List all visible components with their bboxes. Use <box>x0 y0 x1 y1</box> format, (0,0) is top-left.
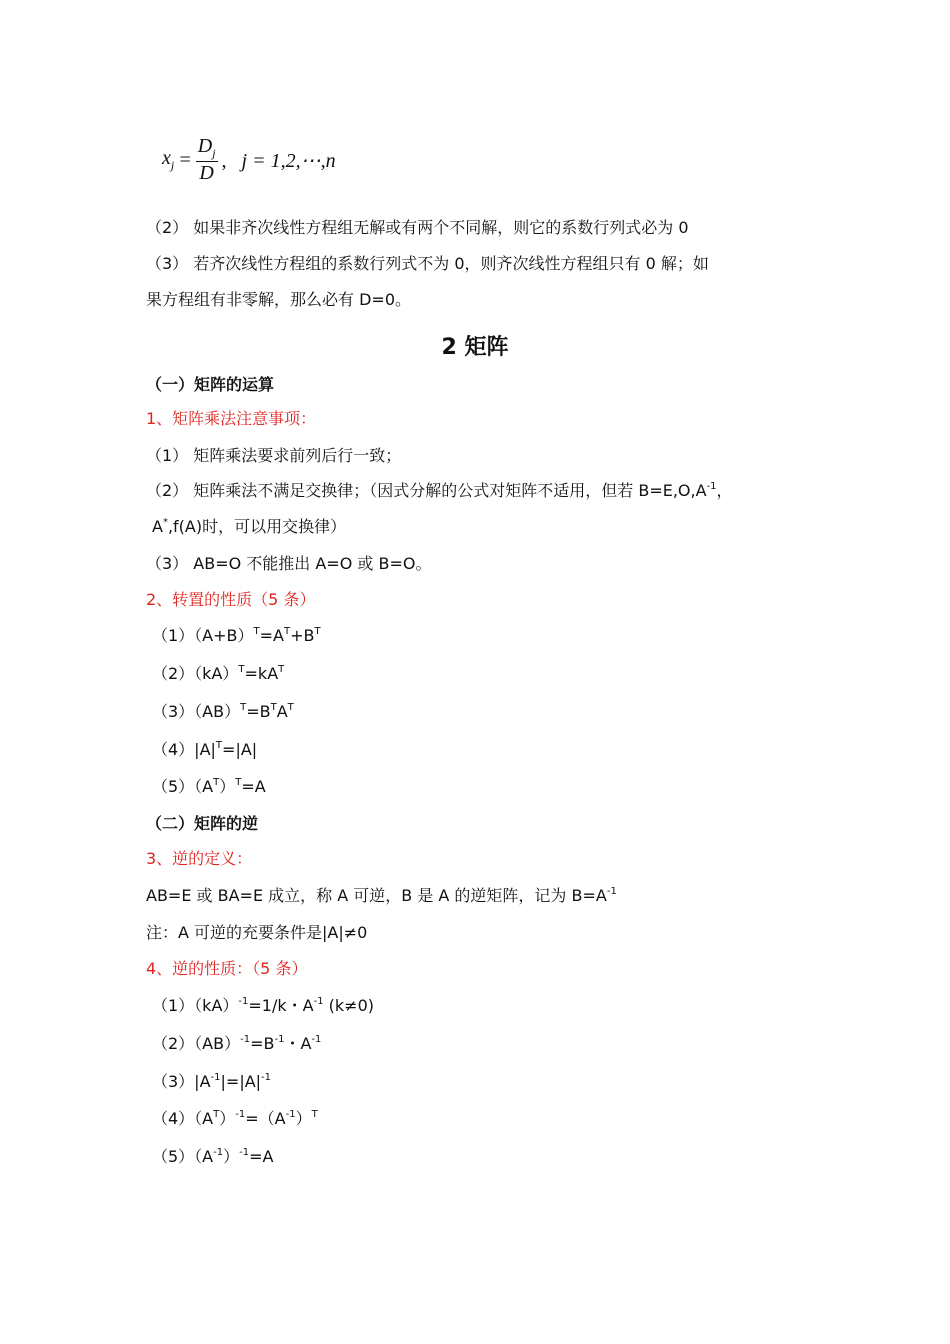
text-line <box>146 254 709 274</box>
superscript: T <box>215 740 223 751</box>
superscript: * <box>162 517 168 528</box>
text-segment: =1/k・A <box>248 996 314 1015</box>
text-segment: 果方程组有非零解，那么必有 D=0。 <box>146 290 411 309</box>
formula-fraction: $\frac{D_j}{D}$ <box>197 135 216 184</box>
text-segment: ・A <box>284 1034 312 1053</box>
text-line <box>146 886 617 906</box>
section-heading <box>146 375 274 395</box>
formula-lhs: $x_j$ <box>162 147 175 172</box>
text-segment: （1）（A+B） <box>152 626 254 645</box>
text-segment: |=|A| <box>220 1072 262 1091</box>
text-line <box>152 664 284 684</box>
text-segment: =|A| <box>222 740 258 759</box>
superscript: T <box>278 664 285 675</box>
text-line <box>146 290 411 310</box>
superscript: -1 <box>261 1072 272 1083</box>
text-segment: （3）|A <box>152 1072 211 1091</box>
superscript: T <box>235 777 242 788</box>
text-segment: （二）矩阵的逆 <box>146 814 259 833</box>
text-segment: （3） AB=O 不能推出 A=O 或 B=O。 <box>146 554 432 573</box>
superscript: -1 <box>274 1034 285 1045</box>
text-segment: ， <box>716 481 733 500</box>
subheading <box>146 959 307 979</box>
superscript: T <box>311 1109 318 1120</box>
text-line <box>152 626 321 646</box>
text-line <box>152 740 257 760</box>
text-segment: =B <box>246 702 271 721</box>
subheading <box>146 409 316 429</box>
superscript: T <box>270 702 277 713</box>
text-segment: （1） 矩阵乘法要求前列后行一致； <box>146 446 402 465</box>
superscript: -1 <box>210 1072 221 1083</box>
text-segment: (k≠0) <box>323 996 374 1015</box>
superscript: -1 <box>285 1109 296 1120</box>
superscript: -1 <box>239 1147 250 1158</box>
text-segment: （2）（kA） <box>152 664 239 683</box>
text-line <box>146 481 733 501</box>
text-line <box>146 554 431 574</box>
text-segment: （3）（AB） <box>152 702 241 721</box>
text-segment: （4）|A| <box>152 740 216 759</box>
formula-equals: = <box>178 148 192 171</box>
text-segment: （5）（A <box>152 1147 214 1166</box>
text-segment: （2） 如果非齐次线性方程组无解或有两个不同解，则它的系数行列式必为 0 <box>146 218 689 237</box>
subheading <box>146 849 252 869</box>
formula-index-range: , j = 1,2,⋯,n <box>221 149 336 172</box>
text-segment: （1）（kA） <box>152 996 239 1015</box>
text-segment: =（A <box>245 1109 286 1128</box>
superscript: -1 <box>313 996 324 1007</box>
text-segment: （4）（A <box>152 1109 214 1128</box>
superscript: -1 <box>606 886 617 897</box>
superscript: T <box>314 626 321 637</box>
text-line <box>152 702 294 722</box>
superscript: T <box>238 664 245 675</box>
text-line <box>152 1109 318 1129</box>
superscript: T <box>213 777 220 788</box>
superscript: T <box>253 626 260 637</box>
section-heading <box>146 814 258 834</box>
text-line <box>152 1147 273 1167</box>
text-segment: =A <box>241 777 266 796</box>
cramer-formula <box>162 135 336 185</box>
text-segment: 1、矩阵乘法注意事项： <box>146 409 317 428</box>
section-title: 2 矩阵 <box>441 335 509 360</box>
text-segment: A <box>152 517 163 536</box>
text-segment: ） <box>219 777 236 796</box>
text-line <box>152 996 374 1016</box>
text-line <box>146 218 689 238</box>
text-segment: （2） 矩阵乘法不满足交换律；（因式分解的公式对矩阵不适用，但若 B=E,O,A <box>146 481 707 500</box>
text-segment: A <box>276 702 288 721</box>
subheading <box>146 590 315 610</box>
superscript: -1 <box>235 1109 246 1120</box>
superscript: T <box>213 1109 220 1120</box>
text-segment: ） <box>295 1109 312 1128</box>
text-segment: （3） 若齐次线性方程组的系数行列式不为 0，则齐次线性方程组只有 0 解；如 <box>146 254 709 273</box>
text-line <box>152 1034 321 1054</box>
text-segment: （一）矩阵的运算 <box>146 375 275 394</box>
superscript: -1 <box>213 1147 224 1158</box>
superscript: T <box>240 702 247 713</box>
text-segment: 3、逆的定义： <box>146 849 253 868</box>
text-line <box>146 446 401 466</box>
text-segment: （5）（A <box>152 777 214 796</box>
superscript: T <box>287 702 294 713</box>
text-segment: =A <box>249 1147 274 1166</box>
text-segment: =B <box>250 1034 275 1053</box>
text-segment: 2、转置的性质（5 条） <box>146 590 316 609</box>
text-segment: ） <box>223 1147 240 1166</box>
text-line <box>152 517 346 537</box>
superscript: -1 <box>706 481 717 492</box>
text-segment: 注：A 可逆的充要条件是|A|≠0 <box>146 923 368 942</box>
superscript: T <box>283 626 291 637</box>
superscript: -1 <box>238 996 249 1007</box>
text-segment: ,f(A)时，可以用交换律） <box>167 517 347 536</box>
text-segment: ） <box>219 1109 236 1128</box>
text-segment: 4、逆的性质：（5 条） <box>146 959 308 978</box>
superscript: -1 <box>240 1034 251 1045</box>
text-line <box>152 777 266 797</box>
text-line <box>152 1072 271 1092</box>
text-segment: AB=E 或 BA=E 成立，称 A 可逆，B 是 A 的逆矩阵，记为 B=A <box>146 886 607 905</box>
text-line <box>146 923 367 943</box>
superscript: -1 <box>311 1034 322 1045</box>
text-segment: =A <box>259 626 284 645</box>
text-segment: （2）（AB） <box>152 1034 241 1053</box>
text-segment: =kA <box>244 664 279 683</box>
text-segment: +B <box>290 626 315 645</box>
